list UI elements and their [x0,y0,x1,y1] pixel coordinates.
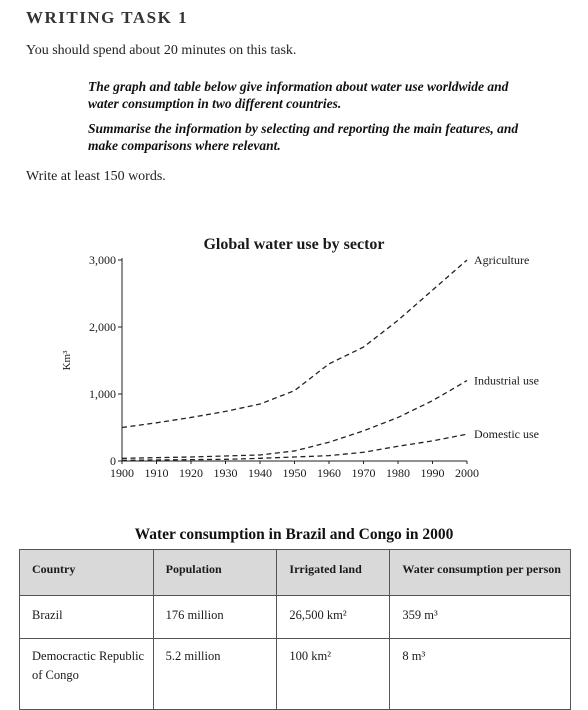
table-header-row [20,550,571,596]
x-tick-label: 1930 [214,466,238,480]
x-tick-label: 1900 [110,466,134,480]
water-use-chart [0,225,588,495]
table-row [20,596,571,639]
x-tick-label: 1920 [179,466,203,480]
task-instruction-2: Summarise the information by selecting and reporting the main features, and make comparisons where relevant. [88,120,528,154]
y-axis-label: Km³ [61,350,73,371]
header-water-per-person: Water consumption per person [390,550,571,596]
series-line-industrial-use [122,381,467,459]
x-tick-label: 1960 [317,466,341,480]
cell-water-per-person: 8 m³ [390,639,571,710]
chart-title: Global water use by sector [203,236,384,253]
y-tick-label: 3,000 [89,253,116,267]
page-heading: WRITING TASK 1 [26,8,188,28]
header-irrigated-land: Irrigated land [277,550,390,596]
x-tick-label: 1910 [145,466,169,480]
x-tick-label: 2000 [455,466,479,480]
y-tick-label: 2,000 [89,320,116,334]
cell-irrigated-land: 100 km² [277,639,390,710]
table-title: Water consumption in Brazil and Congo in 2000 [0,526,588,544]
y-tick-label: 1,000 [89,387,116,401]
series-label-domestic-use: Domestic use [474,427,539,441]
word-count-instruction: Write at least 150 words. [26,169,166,185]
table-row [20,639,571,710]
cell-population: 176 million [153,596,277,639]
series-label-agriculture: Agriculture [474,253,529,267]
header-country: Country [20,550,154,596]
header-population: Population [153,550,277,596]
cell-country: Democractic Republic of Congo [20,639,154,710]
x-tick-label: 1990 [421,466,445,480]
y-tick-label: 0 [110,454,116,468]
cell-irrigated-land: 26,500 km² [277,596,390,639]
x-tick-label: 1950 [283,466,307,480]
cell-water-per-person: 359 m³ [390,596,571,639]
cell-population: 5.2 million [153,639,277,710]
series-line-domestic-use [122,434,467,460]
task-instruction-1: The graph and table below give information about water use worldwide and water consumption in two different countries. [88,78,528,112]
x-tick-label: 1940 [248,466,272,480]
series-label-industrial-use: Industrial use [474,374,539,388]
cell-country: Brazil [20,596,154,639]
intro-text: You should spend about 20 minutes on this task. [26,43,296,59]
x-tick-label: 1980 [386,466,410,480]
x-tick-label: 1970 [352,466,376,480]
water-consumption-table [19,549,571,710]
series-line-agriculture [122,260,467,428]
